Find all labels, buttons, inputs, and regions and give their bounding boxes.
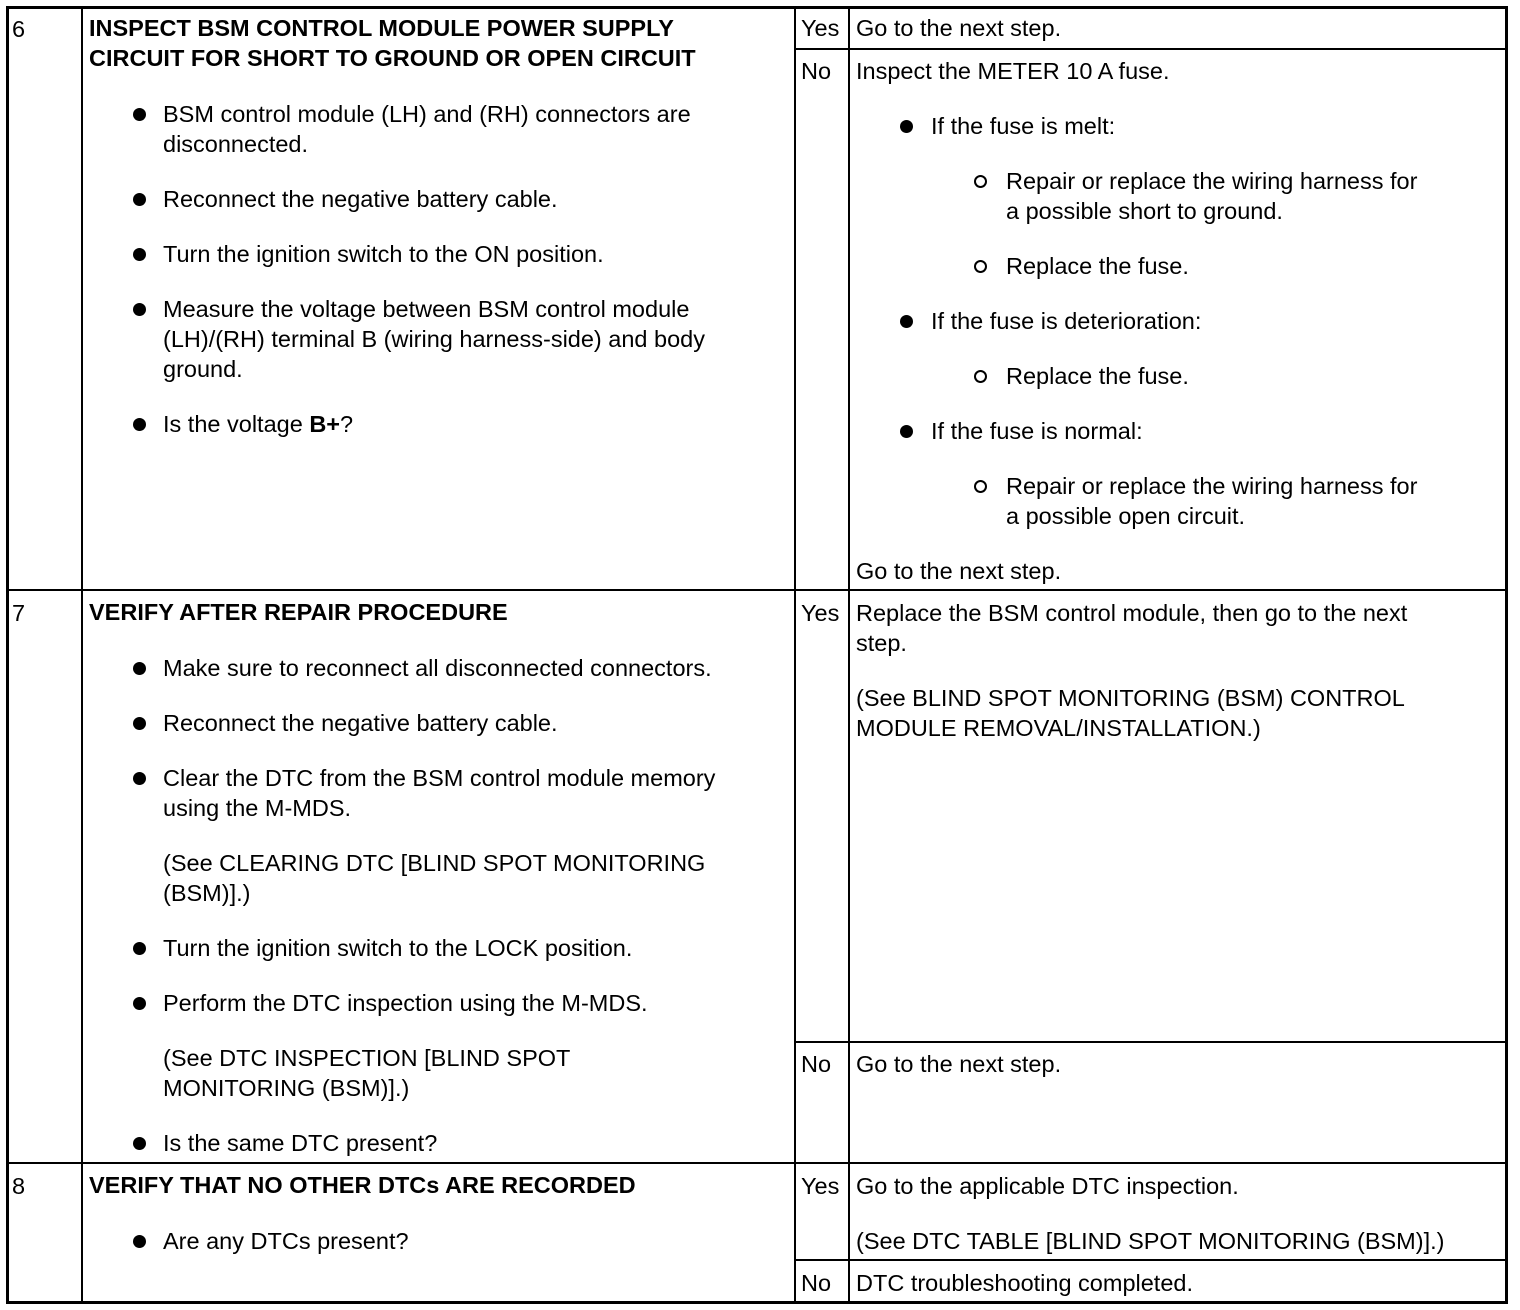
yes-result-line: step. [856, 630, 907, 656]
bullet-icon [133, 108, 146, 121]
list-item-text: Make sure to reconnect all disconnected connectors. [163, 655, 712, 681]
bullet-icon [900, 425, 913, 438]
list-item-text: Replace the fuse. [1006, 363, 1189, 389]
yes-no-divider-6 [794, 48, 1508, 50]
yes-result: Go to the applicable DTC inspection. [856, 1173, 1239, 1199]
list-item-text: If the fuse is melt: [931, 113, 1116, 139]
list-item-text: Measure the voltage between BSM control module [163, 296, 690, 322]
list-item-text: Repair or replace the wiring harness for [1006, 168, 1418, 194]
table-border-left [6, 6, 9, 1304]
step-title-line: INSPECT BSM CONTROL MODULE POWER SUPPLY [89, 15, 674, 41]
list-item-text: If the fuse is deterioration: [931, 308, 1202, 334]
list-item-text: Perform the DTC inspection using the M-MDS. [163, 990, 648, 1016]
step-number: 6 [12, 16, 26, 42]
voltage-value: B+ [309, 411, 341, 437]
reference-note [163, 1043, 570, 1103]
list-item-text: a possible short to ground. [1006, 198, 1283, 224]
circle-bullet-icon [974, 480, 987, 493]
list-item-text: Clear the DTC from the BSM control module memory [163, 765, 716, 791]
bullet-icon [133, 772, 146, 785]
bullet-icon [900, 315, 913, 328]
reference-note [163, 848, 705, 908]
reference-note-line: (See CLEARING DTC [BLIND SPOT MONITORING [163, 850, 706, 876]
reference-note-line: (BSM)].) [163, 880, 251, 906]
yes-reference [856, 683, 1405, 743]
step-title-line: CIRCUIT FOR SHORT TO GROUND OR OPEN CIRCUIT [89, 45, 696, 71]
table-border-bottom [6, 1301, 1508, 1304]
step-number: 7 [12, 600, 26, 626]
yes-no-divider-8 [794, 1259, 1508, 1261]
no-result-outro: Go to the next step. [856, 558, 1062, 584]
no-result: DTC troubleshooting completed. [856, 1270, 1194, 1296]
no-label: No [801, 1270, 832, 1296]
no-result: Go to the next step. [856, 1051, 1062, 1077]
yes-no-divider-7 [794, 1041, 1508, 1043]
list-item-text [163, 409, 353, 439]
yes-reference-line: MODULE REMOVAL/INSTALLATION.) [856, 715, 1261, 741]
table-border-right [1505, 6, 1508, 1304]
question-text: Is the voltage [163, 411, 310, 437]
yes-reference-line: (See BLIND SPOT MONITORING (BSM) CONTROL [856, 685, 1405, 711]
step-title [89, 13, 696, 73]
step-title: VERIFY AFTER REPAIR PROCEDURE [89, 599, 508, 625]
no-label: No [801, 58, 832, 84]
reference-note-line: MONITORING (BSM)].) [163, 1075, 410, 1101]
table-border-top [6, 6, 1508, 9]
list-item-text: a possible open circuit. [1006, 503, 1246, 529]
list-item-text: (LH)/(RH) terminal B (wiring harness-side) and body [163, 326, 705, 352]
row-divider-7-8 [6, 1162, 1508, 1164]
yes-reference: (See DTC TABLE [BLIND SPOT MONITORING (BSM)].) [856, 1228, 1445, 1254]
list-item-text: BSM control module (LH) and (RH) connectors are [163, 101, 691, 127]
bullet-icon [133, 1235, 146, 1248]
circle-bullet-icon [974, 175, 987, 188]
bullet-icon [133, 303, 146, 316]
list-item-text: using the M-MDS. [163, 795, 352, 821]
step-title: VERIFY THAT NO OTHER DTCs ARE RECORDED [89, 1172, 636, 1198]
list-item-text: ground. [163, 356, 243, 382]
question-mark: ? [340, 411, 354, 437]
yes-result-line: Replace the BSM control module, then go to the next [856, 600, 1408, 626]
list-item-text: Turn the ignition switch to the ON position. [163, 241, 604, 267]
circle-bullet-icon [974, 260, 987, 273]
bullet-icon [133, 193, 146, 206]
list-item-text: Replace the fuse. [1006, 253, 1189, 279]
list-item-text: Is the same DTC present? [163, 1130, 438, 1156]
reference-note-line: (See DTC INSPECTION [BLIND SPOT [163, 1045, 571, 1071]
yes-result [856, 598, 1407, 658]
yes-label: Yes [801, 15, 840, 41]
row-divider-6-7 [6, 589, 1508, 591]
bullet-icon [133, 1137, 146, 1150]
list-item-text: Reconnect the negative battery cable. [163, 710, 558, 736]
no-result-intro: Inspect the METER 10 A fuse. [856, 58, 1170, 84]
bullet-icon [133, 717, 146, 730]
step-column-divider [81, 6, 83, 1304]
list-item-text: Repair or replace the wiring harness for [1006, 473, 1418, 499]
answer-column-divider [794, 6, 796, 1304]
bullet-icon [133, 942, 146, 955]
bullet-icon [133, 997, 146, 1010]
bullet-icon [133, 418, 146, 431]
bullet-icon [900, 120, 913, 133]
list-item-text: Are any DTCs present? [163, 1228, 409, 1254]
label-column-divider [848, 6, 850, 1304]
yes-label: Yes [801, 1173, 840, 1199]
list-item-text: Reconnect the negative battery cable. [163, 186, 558, 212]
bullet-icon [133, 662, 146, 675]
circle-bullet-icon [974, 370, 987, 383]
bullet-icon [133, 248, 146, 261]
list-item-text: disconnected. [163, 131, 309, 157]
no-label: No [801, 1051, 832, 1077]
list-item-text: If the fuse is normal: [931, 418, 1143, 444]
step-number: 8 [12, 1173, 26, 1199]
list-item-text: Turn the ignition switch to the LOCK position. [163, 935, 633, 961]
yes-label: Yes [801, 600, 840, 626]
yes-result: Go to the next step. [856, 15, 1062, 41]
